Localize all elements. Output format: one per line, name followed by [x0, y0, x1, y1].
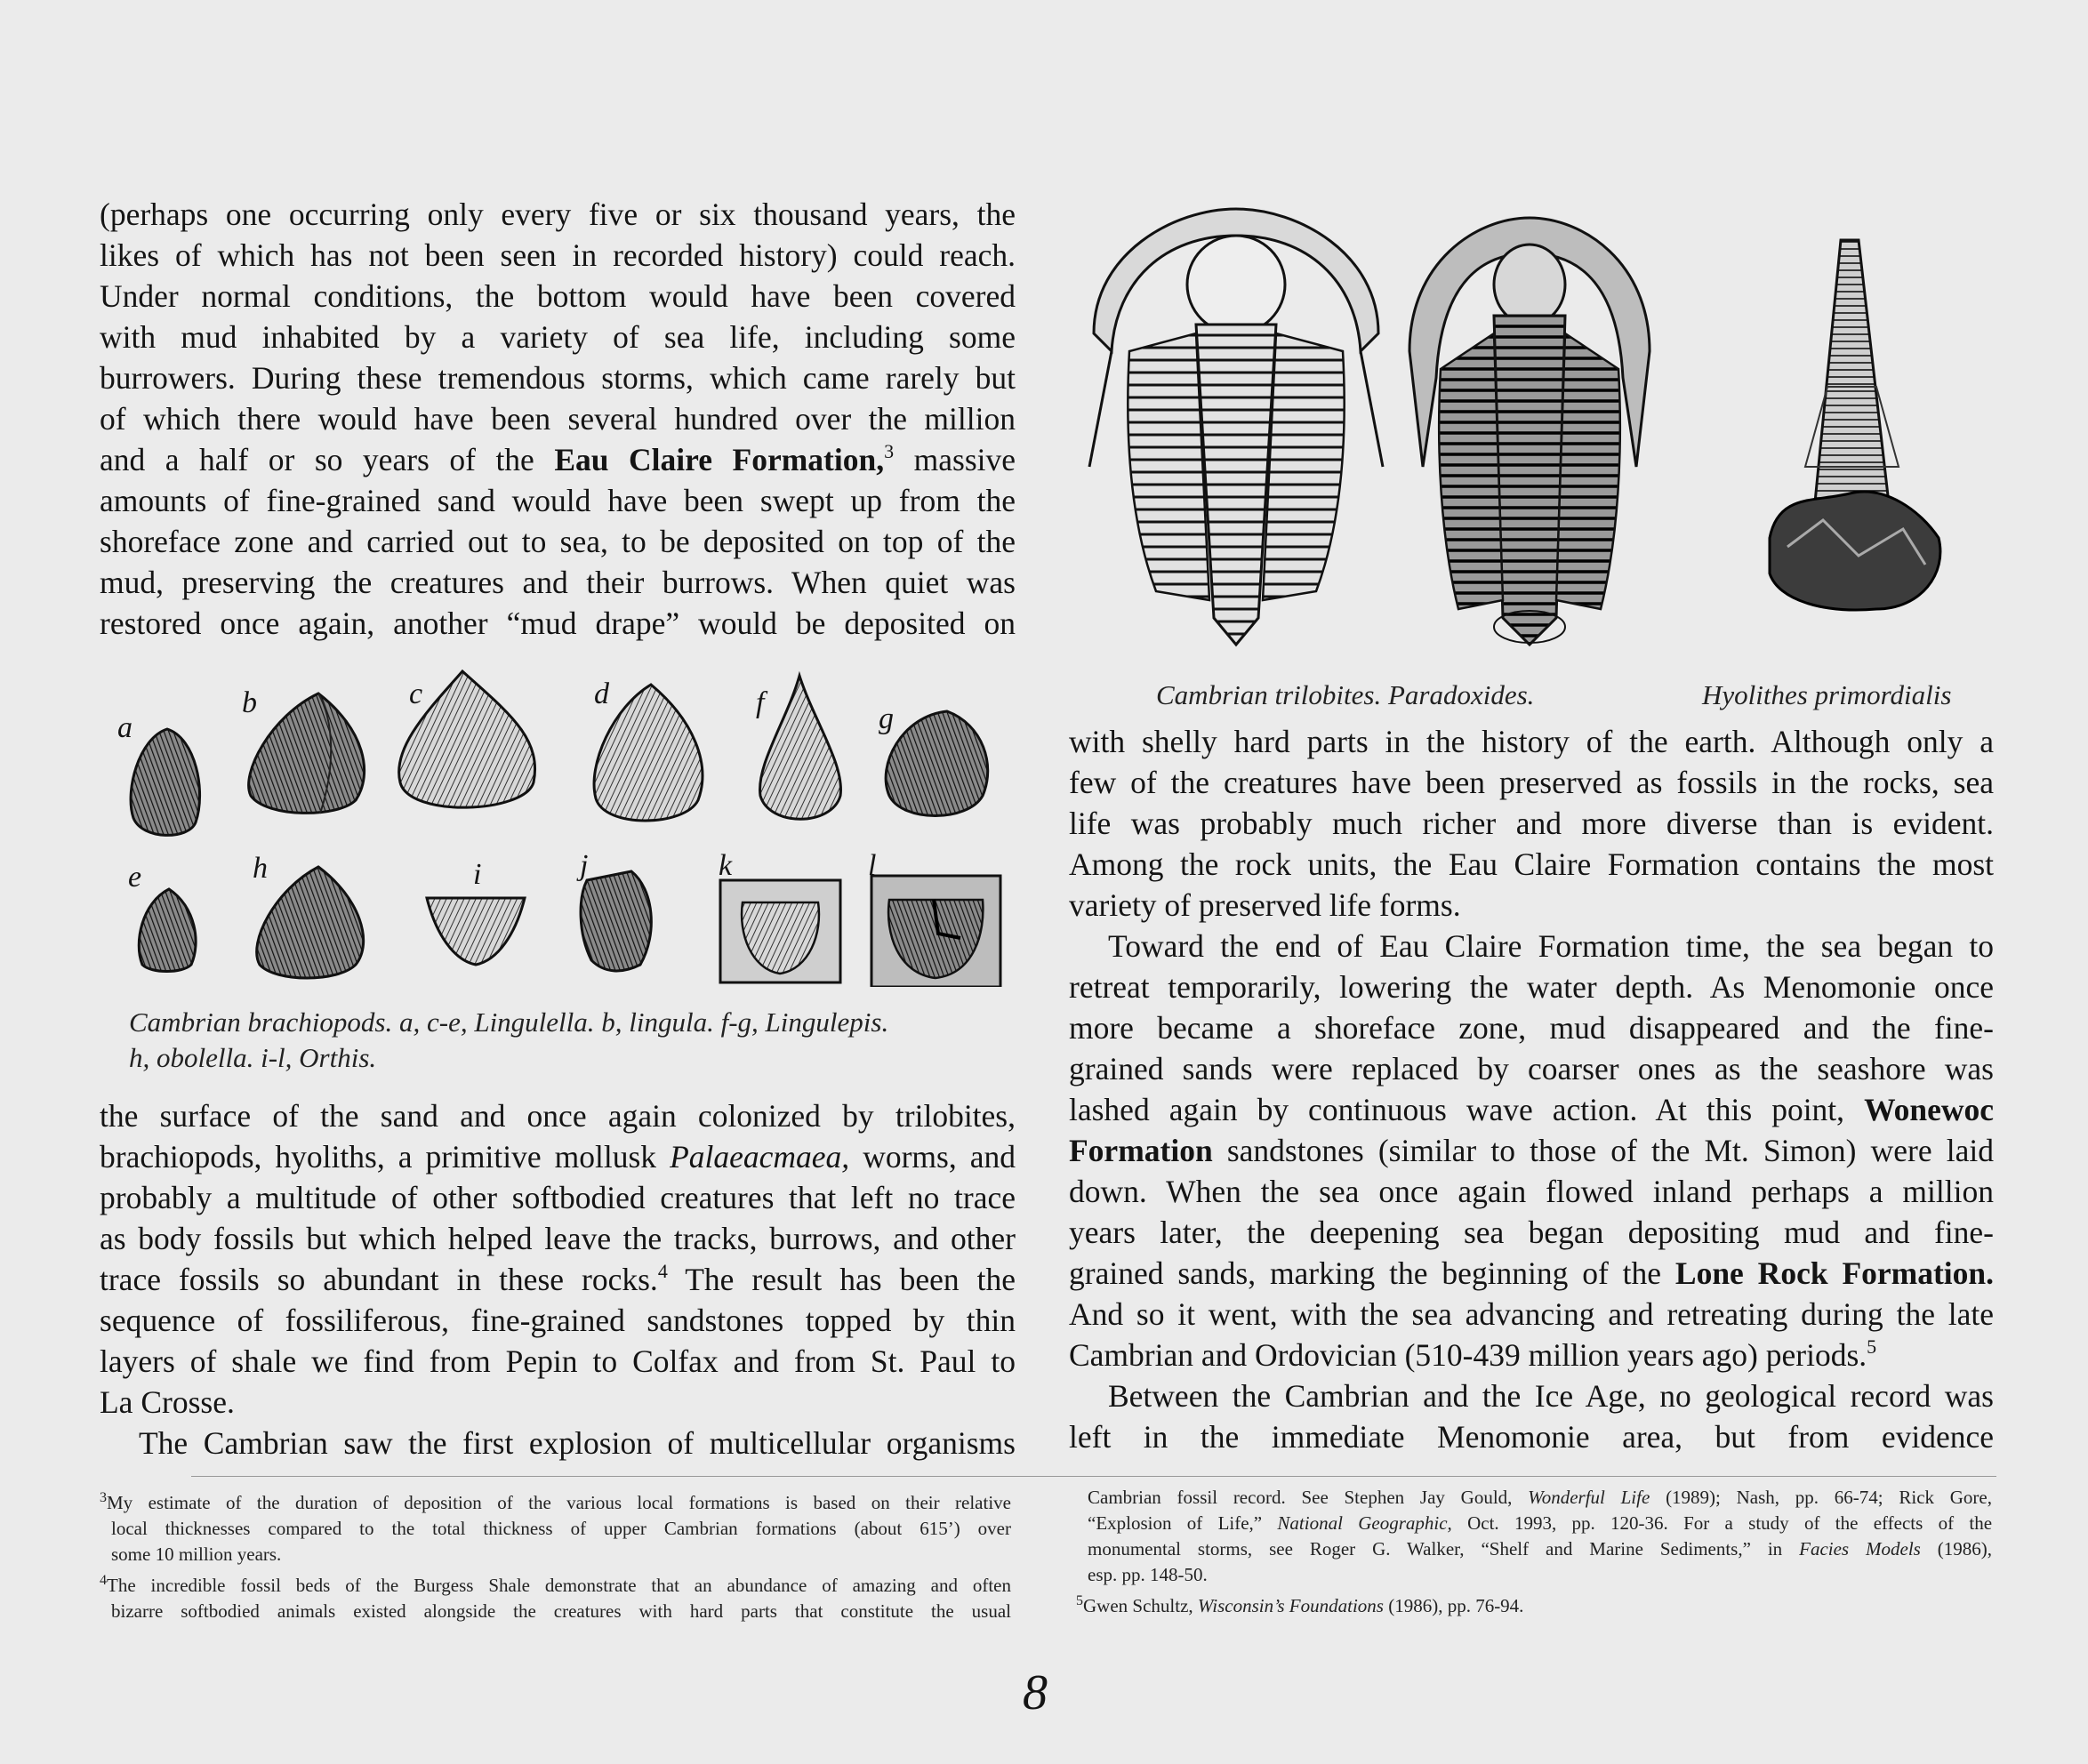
footnote-line: some 10 million years.: [111, 1544, 282, 1565]
footnote-line: esp. pp. 148-50.: [1088, 1564, 1208, 1585]
left-bottom-paragraph: [100, 1095, 1016, 1463]
right-column-text: [1069, 721, 1994, 1457]
label-d: d: [594, 678, 609, 710]
term-palaeacmaea: Palaeacmaea,: [670, 1139, 850, 1175]
footnotes-left: [100, 1485, 1011, 1624]
term-lone-rock: Lone Rock Formation.: [1674, 1255, 1995, 1291]
caption-line: Cambrian brachiopods. a, c-e, Lingulella. b, lingula. f-g, Lingulepis.: [129, 1006, 889, 1038]
shell-a: [131, 729, 200, 835]
text-line: left in the immediate Menomonie area, but from evidence: [1069, 1419, 1994, 1455]
text-line: amounts of fine-grained sand would have been swept up from the: [100, 483, 1016, 518]
term-formation: Formation: [1069, 1133, 1213, 1168]
text-line: more became a shoreface zone, mud disappeared and the fine-: [1069, 1010, 1994, 1046]
shell-g: [886, 711, 988, 816]
label-c: c: [409, 678, 423, 710]
footnote-line: Cambrian fossil record. See Stephen Jay Gould, Wonderful Life (1989); Nash, pp. 66-74; Rick Gore,: [1088, 1487, 1993, 1508]
footnote-divider: [191, 1476, 1996, 1477]
text-line: as body fossils but which helped leave the tracks, burrows, and other: [100, 1221, 1016, 1256]
text-line: The Cambrian saw the first explosion of multicellular organisms: [139, 1425, 1016, 1461]
label-g: g: [879, 702, 894, 735]
text-line: La Crosse.: [100, 1384, 235, 1420]
footnote-ref-3[interactable]: 3: [884, 440, 895, 462]
text-line: And so it went, with the sea advancing and retreating during the late: [1069, 1296, 1994, 1332]
trilobite-caption: Cambrian trilobites. Paradoxides.: [1156, 679, 1535, 710]
hyolithes: [1770, 240, 1940, 610]
text-line: probably a multitude of other softbodied creatures that left no trace: [100, 1180, 1016, 1215]
text-line: grained sands were replaced by coarser ones as the seashore was: [1069, 1051, 1994, 1086]
text-line: retreat temporarily, lowering the water depth. As Menomonie once: [1069, 969, 1994, 1005]
term-wonewoc: Wonewoc: [1864, 1092, 1994, 1127]
text-line: and a half or so years of the Eau Claire Formation,$^3$ massive: [100, 440, 1016, 477]
text-line: brachiopods, hyoliths, a primitive mollusk Palaeacmaea, worms, and: [100, 1139, 1016, 1175]
text-line: of which there would have been several hundred over the million: [100, 401, 1016, 437]
label-k: k: [719, 849, 733, 882]
text-line: restored once again, another “mud drape” would be deposited on: [100, 605, 1016, 641]
brachiopod-caption: [129, 1005, 1009, 1076]
footnote-ref-4[interactable]: 4: [657, 1260, 668, 1282]
text-line: grained sands, marking the beginning of the Lone Rock Formation.: [1069, 1255, 1995, 1291]
label-e: e: [128, 861, 142, 894]
text-line: variety of preserved life forms.: [1069, 887, 1461, 923]
shell-k: [720, 880, 840, 982]
text-line: likes of which has not been seen in recorded history) could reach.: [100, 237, 1016, 273]
shell-h: [257, 867, 364, 978]
shell-f: [760, 676, 841, 819]
text-line: layers of shale we find from Pepin to Colfax and from St. Paul to: [100, 1343, 1016, 1379]
label-b: b: [242, 686, 257, 719]
page-number: 8: [1023, 1665, 1048, 1720]
footnote-line: monumental storms, see Roger G. Walker, “Shelf and Marine Sediments,” in Facies Models (1986),: [1088, 1538, 1993, 1560]
hyolithes-caption: Hyolithes primordialis: [1702, 679, 1952, 710]
term-eau-claire: Eau Claire Formation,: [554, 442, 885, 477]
shell-l: [871, 876, 1000, 987]
shell-e: [139, 889, 196, 972]
text-line: the surface of the sand and once again colonized by trilobites,: [100, 1098, 1016, 1134]
text-line: Toward the end of Eau Claire Formation time, the sea began to: [1108, 928, 1994, 964]
text-line: (perhaps one occurring only every five or six thousand years, the: [100, 196, 1016, 232]
text-line: burrowers. During these tremendous storms, which came rarely but: [100, 360, 1016, 396]
text-line: trace fossils so abundant in these rocks.$^4$ The result has been the: [100, 1260, 1016, 1297]
shell-d: [594, 685, 703, 821]
footnote-ref-5[interactable]: 5: [1867, 1335, 1877, 1358]
trilobite-illustration: [1076, 200, 1992, 662]
footnote-5: $^5$Gwen Schultz, Wisconsin’s Foundations (1986), pp. 76-94.: [1076, 1593, 1524, 1616]
brachiopod-figure: [107, 667, 1005, 987]
text-line: with mud inhabited by a variety of sea life, including some: [100, 319, 1016, 355]
text-line: Cambrian and Ordovician (510-439 million years ago) periods.$^5$: [1069, 1335, 1877, 1373]
footnote-line: “Explosion of Life,” National Geographic, Oct. 1993, pp. 120-36. For a study of the effects of the: [1088, 1512, 1993, 1534]
text-line: years later, the deepening sea began depositing mud and fine-: [1069, 1215, 1994, 1250]
text-line: Among the rock units, the Eau Claire Formation contains the most: [1069, 846, 1994, 882]
label-a: a: [117, 711, 133, 744]
caption-line: h, obolella. i-l, Orthis.: [129, 1042, 377, 1073]
text-line: with shelly hard parts in the history of the earth. Although only a: [1069, 724, 1994, 759]
text-line: sequence of fossiliferous, fine-grained sandstones topped by thin: [100, 1303, 1016, 1338]
footnote-line: bizarre softbodied animals existed alongside the creatures with hard parts that constitute the usual: [111, 1600, 1011, 1622]
text-line: lashed again by continuous wave action. At this point, Wonewoc: [1069, 1092, 1994, 1127]
text-line: Under normal conditions, the bottom would have been covered: [100, 278, 1016, 314]
text-line: down. When the sea once again flowed inland perhaps a million: [1069, 1174, 1994, 1209]
footnotes-right: [1076, 1485, 1992, 1619]
label-f: f: [756, 686, 765, 719]
label-l: l: [868, 849, 877, 882]
shell-b: [249, 694, 365, 814]
text-line: shoreface zone and carried out to sea, to be deposited on top of the: [100, 524, 1016, 559]
trilobite-figure: [1076, 200, 1992, 662]
label-h: h: [253, 852, 268, 885]
text-line: mud, preserving the creatures and their burrows. When quiet was: [100, 565, 1016, 600]
shell-i: [427, 898, 525, 965]
footnote-3: $^3$My estimate of the duration of deposition of the various local formations is based on their relative: [100, 1490, 1011, 1513]
shell-j: [581, 871, 651, 971]
left-top-paragraph: [100, 194, 1016, 644]
text-line: Formation sandstones (similar to those of the Mt. Simon) were laid: [1069, 1133, 1995, 1168]
trilobite-2: [1409, 218, 1650, 645]
text-line: life was probably much richer and more diverse than is evident.: [1069, 806, 1994, 841]
text-line: few of the creatures have been preserved as fossils in the rocks, sea: [1069, 765, 1994, 800]
label-j: j: [580, 849, 589, 882]
footnote-4: $^4$The incredible fossil beds of the Burgess Shale demonstrate that an abundance of amazing and often: [100, 1573, 1011, 1596]
footnote-line: local thicknesses compared to the total thickness of upper Cambrian formations (about 615’) over: [111, 1518, 1011, 1539]
label-i: i: [473, 858, 482, 891]
trilobite-1: [1089, 209, 1383, 645]
text-line: Between the Cambrian and the Ice Age, no geological record was: [1108, 1378, 1994, 1414]
